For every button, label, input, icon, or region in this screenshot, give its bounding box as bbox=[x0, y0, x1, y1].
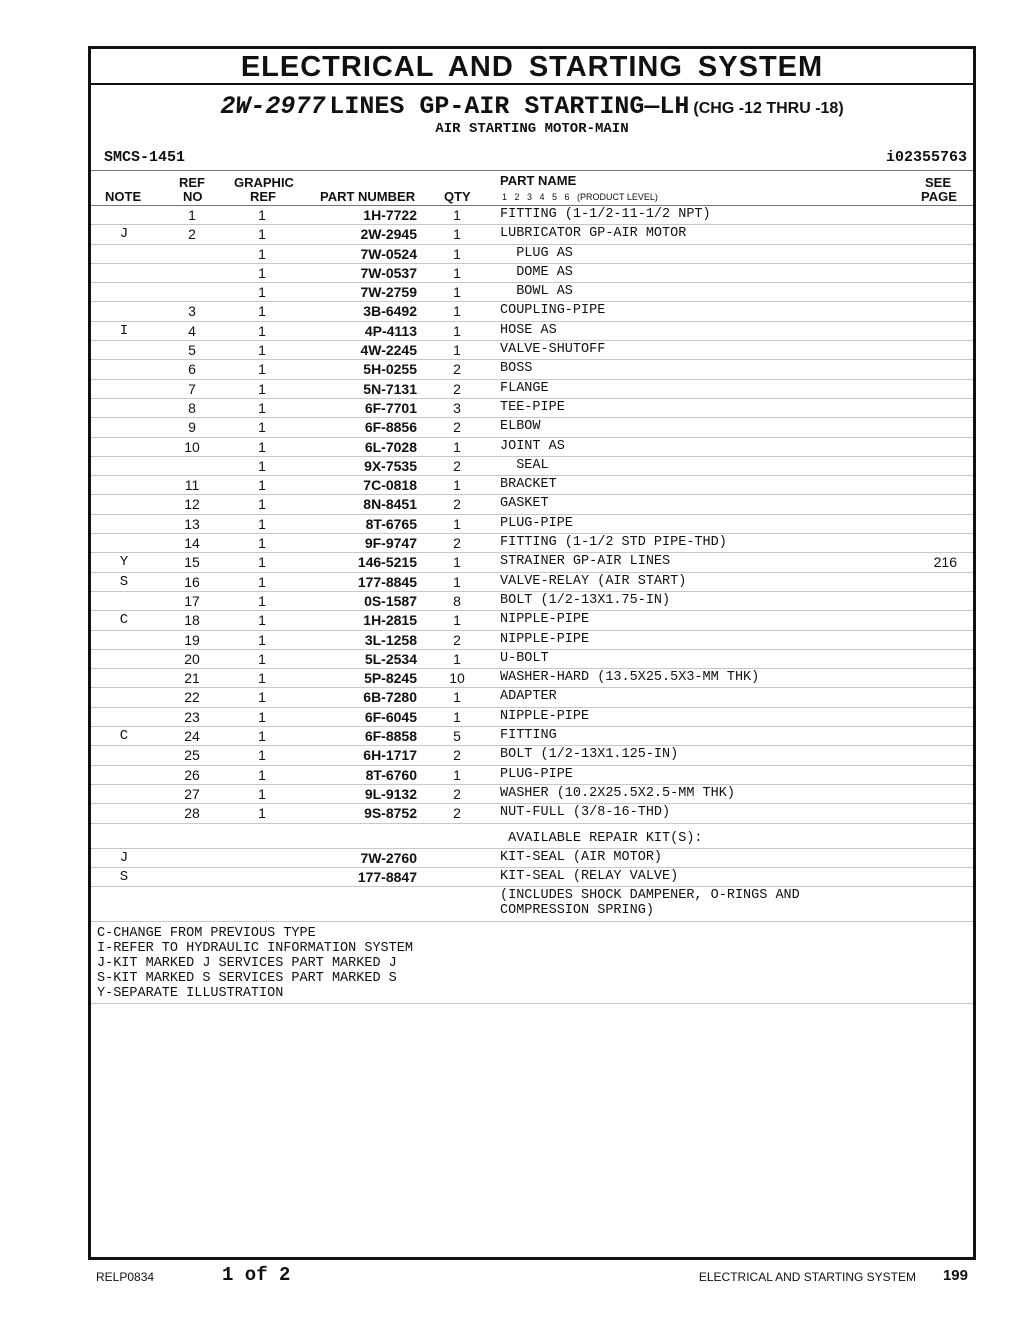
ref-no-cell: 23 bbox=[184, 708, 200, 725]
part-name-cell: HOSE AS bbox=[500, 322, 557, 338]
part-number-cell: 5P-8245 bbox=[364, 670, 417, 687]
graphic-ref-cell: 1 bbox=[258, 438, 266, 455]
col-graphic-bottom: REF bbox=[250, 189, 276, 204]
note-line: Y-SEPARATE ILLUSTRATION bbox=[97, 986, 284, 1002]
qty-cell: 1 bbox=[453, 650, 461, 667]
part-name-cell: VALVE-SHUTOFF bbox=[500, 342, 606, 358]
part-name-cell: NIPPLE-PIPE bbox=[500, 631, 590, 647]
table-row bbox=[91, 592, 973, 611]
table-row bbox=[91, 341, 973, 360]
qty-cell: 2 bbox=[453, 457, 461, 474]
graphic-ref-cell: 1 bbox=[258, 380, 266, 397]
part-name-cell: BOLT (1/2-13X1.75-IN) bbox=[500, 592, 671, 608]
table-row bbox=[91, 766, 973, 785]
part-number-cell: 5N-7131 bbox=[363, 380, 417, 397]
note-cell: Y bbox=[119, 554, 129, 571]
part-number-cell: 7C-0818 bbox=[363, 477, 417, 494]
part-number-cell: 0S-1587 bbox=[364, 592, 417, 609]
kit-row bbox=[91, 868, 973, 887]
qty-cell: 2 bbox=[453, 747, 461, 764]
ref-no-cell: 28 bbox=[184, 805, 200, 822]
table-row bbox=[91, 611, 973, 630]
kit-includes bbox=[500, 888, 800, 918]
part-name-cell: BOLT (1/2-13X1.125-IN) bbox=[500, 747, 679, 763]
part-number-cell: 9X-7535 bbox=[364, 457, 417, 474]
graphic-ref-cell: 1 bbox=[258, 245, 266, 262]
table-row bbox=[91, 688, 973, 707]
part-name-cell: FITTING (1-1/2-11-1/2 NPT) bbox=[500, 207, 711, 222]
kit-heading-row bbox=[91, 824, 973, 849]
part-number-cell: 6F-8858 bbox=[364, 728, 417, 745]
col-qty: QTY bbox=[444, 189, 471, 204]
parts-list bbox=[91, 206, 973, 824]
part-name-cell: PLUG-PIPE bbox=[500, 515, 573, 531]
graphic-ref-cell: 1 bbox=[258, 322, 266, 339]
group-subtitle: AIR STARTING MOTOR-MAIN bbox=[435, 121, 629, 137]
table-row bbox=[91, 360, 973, 379]
qty-cell: 2 bbox=[453, 631, 461, 648]
graphic-ref-cell: 1 bbox=[258, 612, 266, 629]
graphic-ref-cell: 1 bbox=[258, 689, 266, 706]
part-number-cell: 9L-9132 bbox=[364, 785, 417, 802]
part-name-cell: BRACKET bbox=[500, 477, 557, 493]
part-name-cell: LUBRICATOR GP-AIR MOTOR bbox=[500, 226, 687, 242]
ref-no-cell: 9 bbox=[188, 419, 196, 436]
kit-includes-row bbox=[91, 887, 973, 922]
footer-section: ELECTRICAL AND STARTING SYSTEM bbox=[698, 1270, 916, 1284]
kit-note-cell: J bbox=[119, 849, 129, 866]
kit-name-cell: KIT-SEAL (AIR MOTOR) bbox=[500, 849, 663, 865]
note-line: J-KIT MARKED J SERVICES PART MARKED J bbox=[97, 956, 397, 972]
part-number-cell: 5H-0255 bbox=[363, 361, 417, 378]
part-number-cell: 6F-8856 bbox=[364, 419, 417, 436]
table-row bbox=[91, 746, 973, 765]
part-number-cell: 7W-0537 bbox=[360, 264, 417, 281]
kit-includes-line-1: (INCLUDES SHOCK DAMPENER, O-RINGS AND bbox=[500, 888, 800, 904]
graphic-ref-cell: 1 bbox=[258, 457, 266, 474]
graphic-ref-cell: 1 bbox=[258, 573, 266, 590]
graphic-ref-cell: 1 bbox=[258, 496, 266, 513]
table-row bbox=[91, 264, 973, 283]
qty-cell: 1 bbox=[453, 245, 461, 262]
ref-no-cell: 25 bbox=[184, 747, 200, 764]
table-row bbox=[91, 631, 973, 650]
ref-no-cell: 20 bbox=[184, 650, 200, 667]
qty-cell: 1 bbox=[453, 342, 461, 359]
qty-cell: 1 bbox=[453, 612, 461, 629]
table-row bbox=[91, 206, 973, 225]
ref-no-cell: 24 bbox=[184, 728, 200, 745]
part-name-cell: FITTING bbox=[500, 728, 557, 744]
table-row bbox=[91, 669, 973, 688]
graphic-ref-cell: 1 bbox=[258, 747, 266, 764]
graphic-ref-cell: 1 bbox=[258, 785, 266, 802]
graphic-ref-cell: 1 bbox=[258, 535, 266, 552]
qty-cell: 1 bbox=[453, 554, 461, 571]
graphic-ref-cell: 1 bbox=[258, 207, 266, 223]
part-name-cell: BOWL AS bbox=[500, 284, 573, 300]
part-name-cell: NIPPLE-PIPE bbox=[500, 708, 590, 724]
graphic-ref-cell: 1 bbox=[258, 728, 266, 745]
col-product-levels: 1 2 3 4 5 6 (PRODUCT LEVEL) bbox=[502, 192, 658, 202]
table-row bbox=[91, 438, 973, 457]
ref-no-cell: 19 bbox=[184, 631, 200, 648]
ref-no-cell: 10 bbox=[184, 438, 200, 455]
ref-no-cell: 17 bbox=[184, 592, 200, 609]
graphic-ref-cell: 1 bbox=[258, 399, 266, 416]
table-row bbox=[91, 650, 973, 669]
graphic-ref-cell: 1 bbox=[258, 766, 266, 783]
ref-no-cell: 12 bbox=[184, 496, 200, 513]
ref-no-cell: 8 bbox=[188, 399, 196, 416]
graphic-ref-cell: 1 bbox=[258, 361, 266, 378]
table-row bbox=[91, 553, 973, 572]
footer-page-number: 199 bbox=[942, 1267, 968, 1284]
section-title: ELECTRICAL AND STARTING SYSTEM bbox=[91, 49, 973, 85]
part-name-cell: PLUG-PIPE bbox=[500, 766, 573, 782]
graphic-ref-cell: 1 bbox=[258, 419, 266, 436]
kit-list bbox=[91, 849, 973, 888]
kit-heading: AVAILABLE REPAIR KIT(S): bbox=[500, 830, 703, 846]
ref-no-cell: 27 bbox=[184, 785, 200, 802]
part-number-cell: 8T-6760 bbox=[365, 766, 417, 783]
qty-cell: 1 bbox=[453, 284, 461, 301]
part-number-cell: 7W-0524 bbox=[360, 245, 417, 262]
table-row bbox=[91, 225, 973, 244]
footer-doc-id: RELP0834 bbox=[96, 1270, 155, 1284]
column-headers bbox=[91, 171, 973, 206]
graphic-ref-cell: 1 bbox=[258, 226, 266, 243]
qty-cell: 1 bbox=[453, 515, 461, 532]
part-name-cell: U-BOLT bbox=[500, 650, 549, 666]
qty-cell: 1 bbox=[453, 477, 461, 494]
col-see-top: SEE bbox=[925, 175, 952, 190]
col-graphic-top: GRAPHIC bbox=[234, 175, 294, 190]
part-name-cell: NUT-FULL (3/8-16-THD) bbox=[500, 805, 671, 821]
part-number-cell: 2W-2945 bbox=[360, 226, 417, 243]
graphic-ref-cell: 1 bbox=[258, 515, 266, 532]
part-number-cell: 9F-9747 bbox=[364, 535, 417, 552]
part-name-cell: TEE-PIPE bbox=[500, 399, 565, 415]
table-row bbox=[91, 515, 973, 534]
kit-includes-line-2: COMPRESSION SPRING) bbox=[500, 903, 654, 919]
ref-no-cell: 2 bbox=[188, 226, 196, 243]
ref-no-cell: 1 bbox=[188, 207, 196, 223]
ref-no-cell: 4 bbox=[188, 322, 196, 339]
part-number-cell: 177-8845 bbox=[357, 573, 417, 590]
qty-cell: 1 bbox=[453, 689, 461, 706]
table-row bbox=[91, 322, 973, 341]
ref-no-cell: 26 bbox=[184, 766, 200, 783]
illustration-id: i02355763 bbox=[885, 149, 967, 166]
ref-no-cell: 16 bbox=[184, 573, 200, 590]
qty-cell: 1 bbox=[453, 573, 461, 590]
part-number-cell: 6L-7028 bbox=[364, 438, 417, 455]
part-number-cell: 6F-7701 bbox=[364, 399, 417, 416]
graphic-ref-cell: 1 bbox=[258, 631, 266, 648]
graphic-ref-cell: 1 bbox=[258, 554, 266, 571]
col-ref-top: REF bbox=[179, 175, 205, 190]
col-note: NOTE bbox=[105, 189, 142, 204]
ref-no-cell: 14 bbox=[184, 535, 200, 552]
part-number-cell: 3L-1258 bbox=[364, 631, 417, 648]
table-row bbox=[91, 708, 973, 727]
ref-no-cell: 15 bbox=[184, 554, 200, 571]
part-number-cell: 4W-2245 bbox=[360, 342, 417, 359]
qty-cell: 1 bbox=[453, 226, 461, 243]
part-name-cell: FITTING (1-1/2 STD PIPE-THD) bbox=[500, 535, 727, 551]
graphic-ref-cell: 1 bbox=[258, 303, 266, 320]
part-name-cell: ADAPTER bbox=[500, 689, 557, 705]
kit-name-cell: KIT-SEAL (RELAY VALVE) bbox=[500, 868, 679, 884]
graphic-ref-cell: 1 bbox=[258, 592, 266, 609]
qty-cell: 2 bbox=[453, 361, 461, 378]
ref-no-cell: 21 bbox=[184, 670, 200, 687]
qty-cell: 1 bbox=[453, 264, 461, 281]
table-row bbox=[91, 495, 973, 514]
col-part-number: PART NUMBER bbox=[320, 189, 416, 204]
qty-cell: 1 bbox=[453, 303, 461, 320]
note-cell: J bbox=[119, 226, 129, 243]
part-number-cell: 5L-2534 bbox=[364, 650, 417, 667]
graphic-ref-cell: 1 bbox=[258, 708, 266, 725]
note-cell: I bbox=[119, 322, 129, 339]
graphic-ref-cell: 1 bbox=[258, 342, 266, 359]
part-number-cell: 8N-8451 bbox=[363, 496, 417, 513]
graphic-ref-cell: 1 bbox=[258, 284, 266, 301]
qty-cell: 8 bbox=[453, 592, 461, 609]
qty-cell: 2 bbox=[453, 419, 461, 436]
part-name-cell: COUPLING-PIPE bbox=[500, 303, 606, 319]
part-number-cell: 6B-7280 bbox=[363, 689, 417, 706]
part-name-cell: PLUG AS bbox=[500, 245, 573, 261]
qty-cell: 2 bbox=[453, 496, 461, 513]
kit-part-number-cell: 177-8847 bbox=[357, 868, 417, 885]
table-row bbox=[91, 727, 973, 746]
graphic-ref-cell: 1 bbox=[258, 650, 266, 667]
table-row bbox=[91, 785, 973, 804]
part-name-cell: WASHER (10.2X25.5X2.5-MM THK) bbox=[500, 785, 735, 801]
see-page-cell: 216 bbox=[933, 554, 957, 571]
note-line: C-CHANGE FROM PREVIOUS TYPE bbox=[97, 926, 316, 942]
col-see-bottom: PAGE bbox=[921, 189, 957, 204]
notes-legend bbox=[91, 922, 973, 1004]
part-name-cell: DOME AS bbox=[500, 264, 573, 280]
serial-range: (CHG -12 THRU -18) bbox=[693, 100, 844, 117]
ref-no-cell: 18 bbox=[184, 612, 200, 629]
table-row bbox=[91, 399, 973, 418]
table-row bbox=[91, 302, 973, 321]
part-name-cell: WASHER-HARD (13.5X25.5X3-MM THK) bbox=[500, 670, 760, 686]
ref-no-cell: 3 bbox=[188, 303, 196, 320]
table-row bbox=[91, 380, 973, 399]
note-line: S-KIT MARKED S SERVICES PART MARKED S bbox=[97, 971, 397, 987]
ref-no-cell: 11 bbox=[184, 477, 200, 494]
part-number-cell: 1H-2815 bbox=[363, 612, 417, 629]
part-name-cell: GASKET bbox=[500, 496, 549, 512]
table-row bbox=[91, 573, 973, 592]
parts-page-frame bbox=[88, 46, 976, 1260]
kit-part-number-cell: 7W-2760 bbox=[360, 849, 417, 866]
group-part-number: 2W-2977 bbox=[220, 92, 326, 121]
part-number-cell: 7W-2759 bbox=[360, 284, 417, 301]
kit-note-cell: S bbox=[119, 868, 129, 885]
part-name-cell: ELBOW bbox=[500, 419, 541, 435]
table-row bbox=[91, 245, 973, 264]
qty-cell: 1 bbox=[453, 207, 461, 223]
part-number-cell: 1H-7722 bbox=[363, 207, 417, 223]
smcs-code: SMCS-1451 bbox=[104, 149, 186, 166]
part-number-cell: 4P-4113 bbox=[364, 322, 417, 339]
table-row bbox=[91, 804, 973, 823]
kit-row bbox=[91, 849, 973, 868]
qty-cell: 5 bbox=[453, 728, 461, 745]
qty-cell: 1 bbox=[453, 322, 461, 339]
qty-cell: 2 bbox=[453, 535, 461, 552]
note-cell: C bbox=[119, 728, 129, 745]
graphic-ref-cell: 1 bbox=[258, 670, 266, 687]
qty-cell: 1 bbox=[453, 708, 461, 725]
part-number-cell: 6F-6045 bbox=[364, 708, 417, 725]
ref-no-cell: 13 bbox=[184, 515, 200, 532]
col-part-name: PART NAME bbox=[500, 173, 577, 188]
ref-no-cell: 22 bbox=[184, 689, 200, 706]
part-number-cell: 6H-1717 bbox=[363, 747, 417, 764]
part-name-cell: BOSS bbox=[500, 361, 533, 377]
part-name-cell: VALVE-RELAY (AIR START) bbox=[500, 573, 687, 589]
qty-cell: 1 bbox=[453, 438, 461, 455]
table-row bbox=[91, 476, 973, 495]
part-name-cell: FLANGE bbox=[500, 380, 549, 396]
qty-cell: 2 bbox=[453, 380, 461, 397]
smcs-row bbox=[91, 146, 973, 171]
ref-no-cell: 6 bbox=[188, 361, 196, 378]
qty-cell: 1 bbox=[453, 766, 461, 783]
group-part-name: LINES GP-AIR STARTING—LH bbox=[329, 92, 690, 121]
table-row bbox=[91, 418, 973, 437]
graphic-ref-cell: 1 bbox=[258, 264, 266, 281]
part-number-cell: 3B-6492 bbox=[363, 303, 417, 320]
part-name-cell: JOINT AS bbox=[500, 438, 565, 454]
part-number-cell: 146-5215 bbox=[357, 554, 417, 571]
note-cell: S bbox=[119, 573, 129, 590]
page-footer bbox=[96, 1264, 968, 1288]
graphic-ref-cell: 1 bbox=[258, 477, 266, 494]
qty-cell: 2 bbox=[453, 805, 461, 822]
qty-cell: 10 bbox=[449, 670, 465, 687]
qty-cell: 3 bbox=[453, 399, 461, 416]
qty-cell: 2 bbox=[453, 785, 461, 802]
graphic-ref-cell: 1 bbox=[258, 805, 266, 822]
part-number-cell: 9S-8752 bbox=[364, 805, 417, 822]
part-name-cell: NIPPLE-PIPE bbox=[500, 612, 590, 628]
table-row bbox=[91, 534, 973, 553]
note-line: I-REFER TO HYDRAULIC INFORMATION SYSTEM bbox=[97, 941, 413, 957]
part-name-cell: STRAINER GP-AIR LINES bbox=[500, 554, 671, 570]
table-row bbox=[91, 457, 973, 476]
note-cell: C bbox=[119, 612, 129, 629]
ref-no-cell: 5 bbox=[188, 342, 196, 359]
part-name-cell: SEAL bbox=[500, 457, 549, 473]
group-title bbox=[91, 94, 973, 120]
footer-page-of: 1 of 2 bbox=[222, 1264, 291, 1286]
col-ref-bottom: NO bbox=[183, 189, 203, 204]
table-row bbox=[91, 283, 973, 302]
ref-no-cell: 7 bbox=[188, 380, 196, 397]
part-number-cell: 8T-6765 bbox=[365, 515, 417, 532]
